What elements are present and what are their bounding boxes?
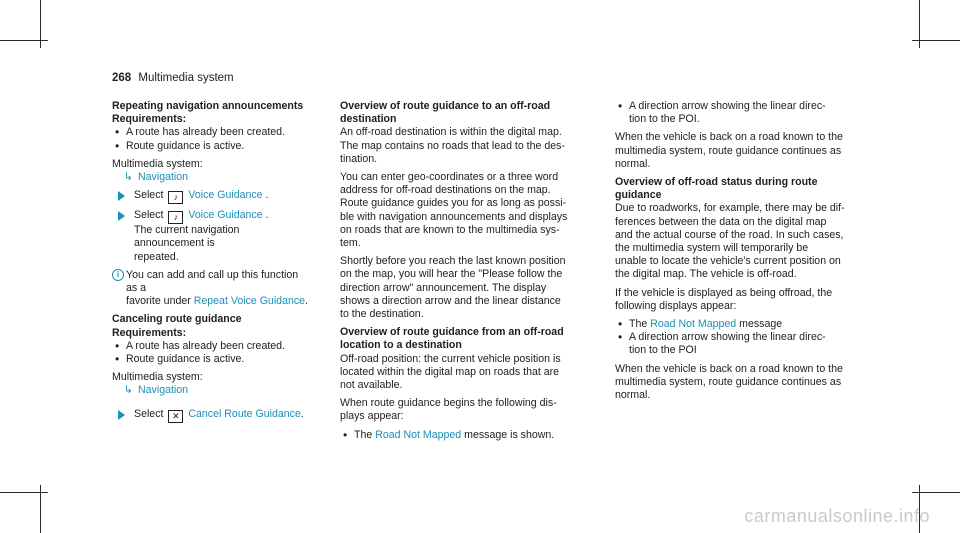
system-label: Multimedia system: xyxy=(112,371,203,384)
column-2 xyxy=(340,100,585,442)
info-note: favorite under Repeat Voice Guidance. xyxy=(126,295,308,308)
road-not-mapped-link[interactable]: Road Not Mapped xyxy=(375,428,462,441)
arrow-right-icon: ↳ xyxy=(124,384,133,397)
section-title: Multimedia system xyxy=(138,72,234,84)
list-item: • The Road Not Mapped message is shown. xyxy=(340,429,585,442)
heading-offroad-destination: destination xyxy=(340,113,397,126)
paragraph-line: Route guidance guides you for as long as possi- xyxy=(340,197,567,210)
heading-canceling: Canceling route guidance xyxy=(112,313,242,326)
info-icon: i xyxy=(112,269,124,281)
nav-link: Navigation xyxy=(138,384,189,397)
paragraph-line: shows a direction arrow and the linear distance xyxy=(340,294,561,307)
crop-mark xyxy=(0,492,48,493)
paragraph-line: not available. xyxy=(340,379,403,392)
paragraph-line: When the vehicle is back on a road known to the xyxy=(615,131,843,144)
road-not-mapped-link[interactable]: Road Not Mapped xyxy=(650,318,737,331)
paragraph-line: When the vehicle is back on a road known to the xyxy=(615,362,843,375)
column-1 xyxy=(112,100,312,423)
paragraph-line: tem. xyxy=(340,237,361,250)
paragraph-line: normal. xyxy=(615,389,651,402)
paragraph-line: ferences between the data on the digital map xyxy=(615,215,827,228)
paragraph-line: on roads that are known to the multimedia sys- xyxy=(340,223,560,236)
voice-icon: ♪ xyxy=(168,191,183,204)
paragraph-line: ble with navigation announcements and displays xyxy=(340,210,568,223)
paragraph-line: multimedia system, route guidance continues as xyxy=(615,144,842,157)
voice-repeat-icon: ♪ xyxy=(168,211,183,224)
step-arrow-icon xyxy=(118,410,125,420)
paragraph-line: located within the digital map on roads that are xyxy=(340,365,560,378)
page-header xyxy=(112,72,234,84)
list-item-cont: tion to the POI xyxy=(629,344,697,357)
paragraph-line: address for off-road destinations on the map. xyxy=(340,184,551,197)
step-arrow-icon xyxy=(118,191,125,201)
heading-offroad-status: guidance xyxy=(615,189,662,202)
system-label: Multimedia system: xyxy=(112,157,203,170)
paragraph-line: direction arrow" announcement. The display xyxy=(340,281,547,294)
action-step: Select ♪ Voice Guidance . xyxy=(112,189,312,204)
paragraph-line: following displays appear: xyxy=(615,299,737,312)
step-arrow-icon xyxy=(118,211,125,221)
column-3 xyxy=(615,100,860,402)
paragraph-line: normal. xyxy=(615,157,651,170)
paragraph-line: The map contains no roads that lead to the des- xyxy=(340,139,565,152)
list-item-cont: tion to the POI. xyxy=(629,113,700,126)
voice-guidance-link[interactable]: Voice Guidance xyxy=(188,209,263,222)
step-result: repeated. xyxy=(134,250,179,263)
step-result: The current navigation announcement is xyxy=(134,224,240,250)
voice-guidance-link[interactable]: Voice Guidance xyxy=(188,189,263,202)
action-step: Select ♪ Voice Guidance . xyxy=(112,209,312,224)
list-item: • A direction arrow showing the linear direc- xyxy=(615,100,860,113)
paragraph-line: When route guidance begins the following dis- xyxy=(340,397,557,410)
list-item: • Route guidance is active. xyxy=(112,140,312,153)
paragraph-line: tination. xyxy=(340,152,378,165)
paragraph-line: to the destination. xyxy=(340,308,424,321)
info-note: i You can add and call up this function as a xyxy=(112,269,312,295)
paragraph-line: multimedia system, route guidance continues as xyxy=(615,375,842,388)
heading-repeating: Repeating navigation announcements xyxy=(112,100,304,112)
paragraph-line: and the actual course of the road. In such cases, xyxy=(615,228,844,241)
paragraph-line: If the vehicle is displayed as being offroad, the xyxy=(615,286,833,299)
paragraph-line: Due to roadworks, for example, there may be dif- xyxy=(615,202,845,215)
paragraph-line: You can enter geo-coordinates or a three word xyxy=(340,171,559,184)
paragraph-line: the digital map. The vehicle is off-road. xyxy=(615,268,797,281)
arrow-right-icon: ↳ xyxy=(124,171,133,184)
paragraph-line: unable to locate the vehicle's current position on xyxy=(615,255,841,268)
paragraph-line: Off-road position: the current vehicle position is xyxy=(340,352,561,365)
paragraph-line: plays appear: xyxy=(340,410,404,423)
list-item: • Route guidance is active. xyxy=(112,353,312,366)
list-item: • A route has already been created. xyxy=(112,340,312,353)
paragraph-line: Shortly before you reach the last known position xyxy=(340,255,566,268)
requirements-label: Requirements: xyxy=(112,326,187,339)
crop-mark xyxy=(912,492,960,493)
watermark: carmanualsonline.info xyxy=(744,506,930,526)
paragraph-line: on the map, you will hear the "Please follow the xyxy=(340,268,563,281)
repeat-voice-guidance-link[interactable]: Repeat Voice Guidance xyxy=(193,295,306,308)
cancel-route-guidance-link[interactable]: Cancel Route Guidance xyxy=(188,407,301,420)
list-item: • The Road Not Mapped message xyxy=(615,318,860,331)
paragraph-line: An off-road destination is within the digital map. xyxy=(340,126,562,139)
heading-offroad-location: Overview of route guidance from an off-road xyxy=(340,326,564,339)
page-number: 268 xyxy=(112,72,132,84)
heading-offroad-destination: Overview of route guidance to an off-road xyxy=(340,100,551,112)
action-step: Select ✕ Cancel Route Guidance. xyxy=(112,408,312,423)
nav-path[interactable] xyxy=(112,384,312,397)
crop-mark xyxy=(912,40,960,41)
list-item: • A direction arrow showing the linear direc- xyxy=(615,331,860,344)
nav-link: Navigation xyxy=(138,171,189,184)
heading-offroad-status: Overview of off-road status during route xyxy=(615,176,818,189)
list-item: • A route has already been created. xyxy=(112,126,312,139)
nav-path[interactable] xyxy=(112,171,312,184)
requirements-label: Requirements: xyxy=(112,113,187,126)
close-icon: ✕ xyxy=(168,410,183,423)
heading-offroad-location: location to a destination xyxy=(340,339,462,352)
paragraph-line: the multimedia system will temporarily be xyxy=(615,242,809,255)
crop-mark xyxy=(0,40,48,41)
